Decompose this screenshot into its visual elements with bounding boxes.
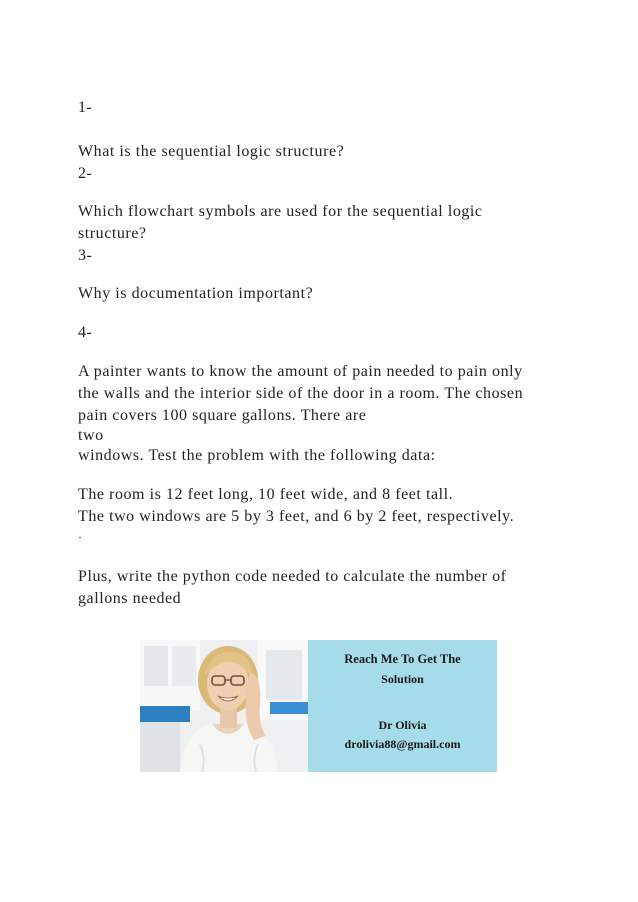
woman-photo-image	[140, 640, 308, 772]
banner-headline-2: Solution	[381, 672, 424, 686]
question-3-text: Why is documentation important?	[78, 285, 314, 302]
question-3-number: 3-	[78, 247, 93, 264]
woman-photo	[140, 640, 308, 772]
question-4-text-line-2: the walls and the interior side of the door in a room. The chosen	[78, 385, 524, 402]
question-4-text-line-1: A painter wants to know the amount of pain needed to pain only	[78, 363, 523, 380]
question-2-text-line-2: structure?	[78, 225, 147, 242]
question-4-text-line-4: two	[78, 427, 104, 444]
question-1-text: What is the sequential logic structure?	[78, 143, 345, 160]
question-1-number: 1-	[78, 99, 93, 116]
question-4-text-line-3: pain covers 100 square gallons. There are	[78, 407, 367, 424]
contact-banner	[140, 640, 497, 772]
banner-headline-1: Reach Me To Get The	[344, 652, 461, 666]
test-data-line-1: The room is 12 feet long, 10 feet wide, and 8 feet tall.	[78, 486, 454, 503]
bullet-dot: ·	[78, 530, 83, 544]
contact-panel	[308, 640, 497, 772]
banner-name: Dr Olivia	[378, 718, 427, 732]
python-task-line-2: gallons needed	[78, 590, 182, 607]
question-4-text-line-5: windows. Test the problem with the following data:	[78, 447, 436, 464]
python-task-line-1: Plus, write the python code needed to calculate the number of	[78, 568, 507, 585]
question-2-number: 2-	[78, 165, 93, 182]
banner-email[interactable]: drolivia88@gmail.com	[344, 737, 461, 751]
question-2-text-line-1: Which flowchart symbols are used for the sequential logic	[78, 203, 483, 220]
question-4-number: 4-	[78, 324, 93, 341]
test-data-line-2: The two windows are 5 by 3 feet, and 6 by 2 feet, respectively.	[78, 508, 515, 525]
